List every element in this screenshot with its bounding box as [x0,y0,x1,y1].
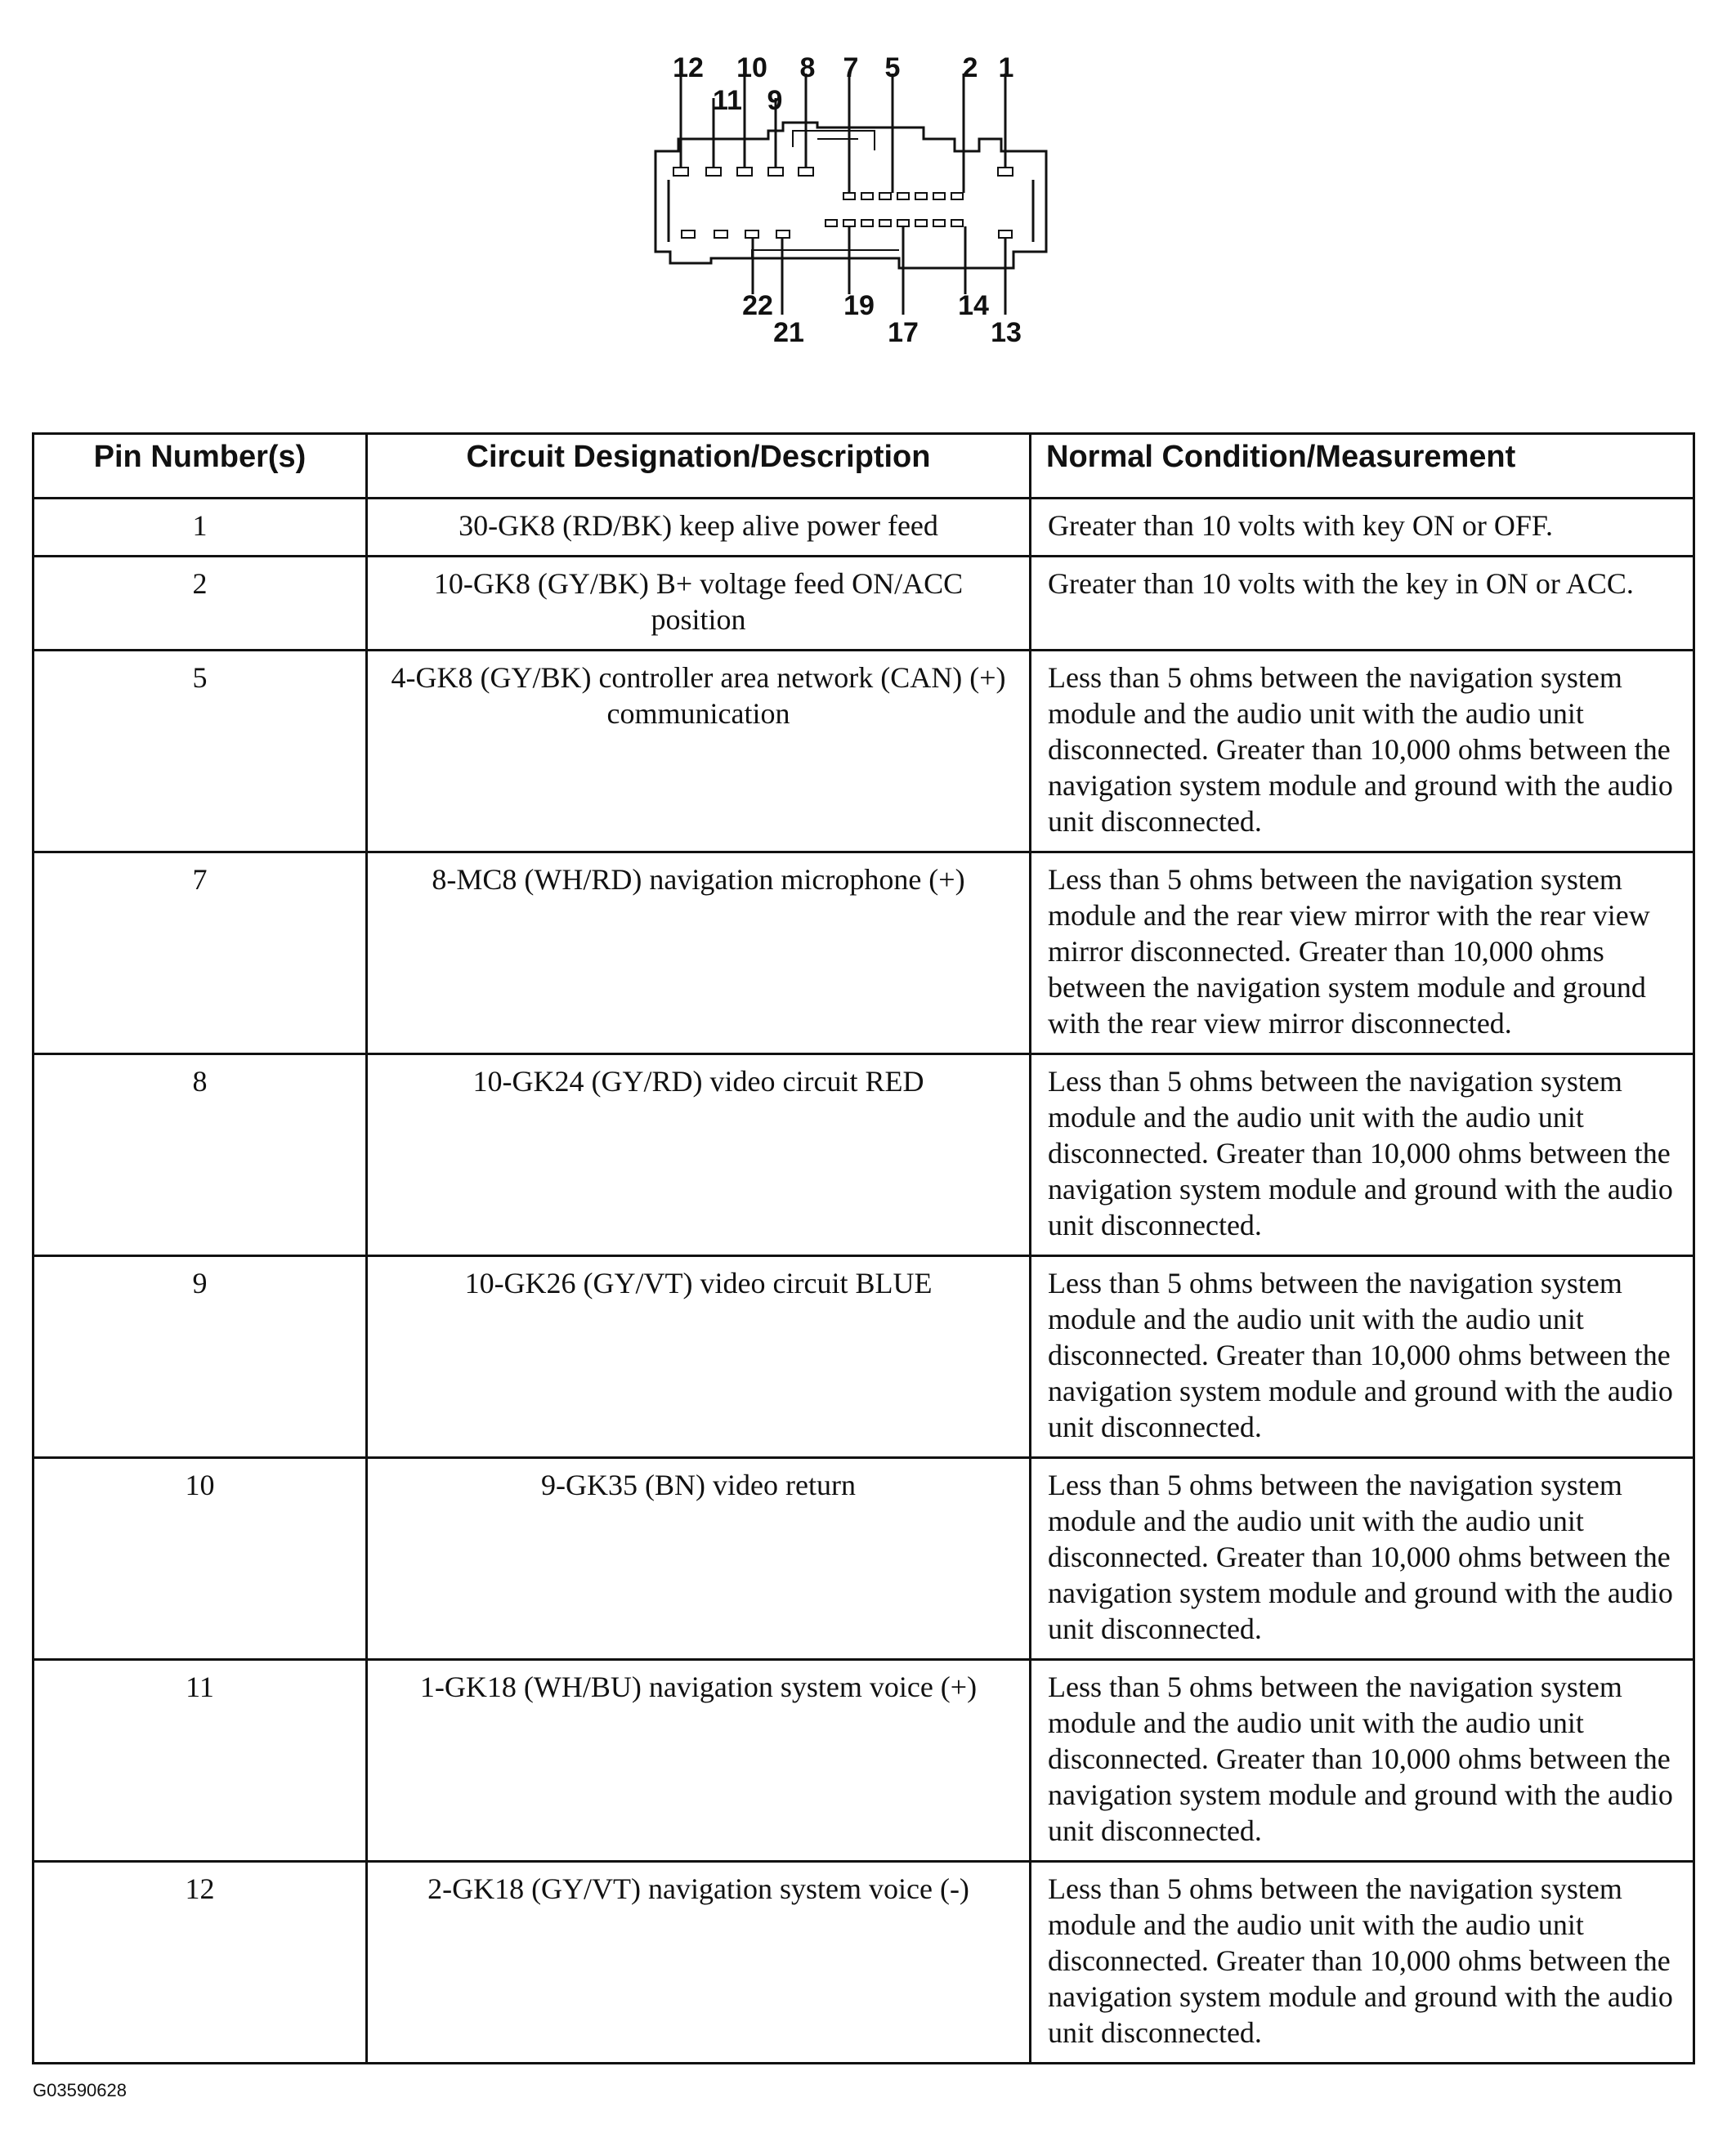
pin-label-14: 14 [958,290,989,321]
circuit-description: 9-GK35 (BN) video return [367,1458,1031,1660]
pin-label-21: 21 [773,317,804,348]
table-row [34,557,1694,651]
table-row [34,1256,1694,1458]
circuit-description: 10-GK26 (GY/VT) video circuit BLUE [367,1256,1031,1458]
pin-label-1: 1 [998,52,1014,83]
pin-label-7: 7 [843,52,859,83]
circuit-description: 8-MC8 (WH/RD) navigation microphone (+) [367,852,1031,1054]
pin-label-2: 2 [962,52,978,83]
pin-label-22: 22 [742,290,773,321]
table-row [34,499,1694,557]
table-row [34,1054,1694,1256]
pin-number: 2 [34,557,367,651]
table-row [34,1862,1694,2064]
pin-number: 10 [34,1458,367,1660]
pin-number: 8 [34,1054,367,1256]
normal-condition: Less than 5 ohms between the navigation system module and the audio unit with the audio unit disconnected. Greater than 10,000 ohms between the navigation system module and ground with the audio unit disconnected. [1031,651,1694,852]
circuit-description: 10-GK24 (GY/RD) video circuit RED [367,1054,1031,1256]
pin-number: 5 [34,651,367,852]
table-row [34,1660,1694,1862]
pin-number: 1 [34,499,367,557]
pin-label-12: 12 [673,52,704,83]
normal-condition: Less than 5 ohms between the navigation system module and the audio unit with the audio unit disconnected. Greater than 10,000 ohms between the navigation system module and ground with the audio unit disconnected. [1031,1458,1694,1660]
pin-number: 12 [34,1862,367,2064]
circuit-description: 2-GK18 (GY/VT) navigation system voice (-) [367,1862,1031,2064]
circuit-description: 10-GK8 (GY/BK) B+ voltage feed ON/ACC position [367,557,1031,651]
circuit-description: 4-GK8 (GY/BK) controller area network (CAN) (+) communication [367,651,1031,852]
normal-condition: Less than 5 ohms between the navigation system module and the audio unit with the audio unit disconnected. Greater than 10,000 ohms between the navigation system module and ground with the audio unit disconnected. [1031,1256,1694,1458]
pin-label-9: 9 [767,85,783,116]
pin-table [32,432,1695,2064]
normal-condition: Less than 5 ohms between the navigation system module and the rear view mirror with the rear view mirror disconnected. Greater than 10,000 ohms between the navigation system module and ground with the rear view mirror disconnected. [1031,852,1694,1054]
pin-label-19: 19 [843,290,875,321]
normal-condition: Less than 5 ohms between the navigation system module and the audio unit with the audio unit disconnected. Greater than 10,000 ohms between the navigation system module and ground with the audio unit disconnected. [1031,1054,1694,1256]
pin-label-13: 13 [991,317,1022,348]
header-circuit-designation: Circuit Designation/Description [367,434,1031,499]
pin-label-8: 8 [799,52,816,83]
table-header-row [34,434,1694,499]
pin-label-17: 17 [888,317,919,348]
table-row [34,1458,1694,1660]
circuit-description: 1-GK18 (WH/BU) navigation system voice (+) [367,1660,1031,1862]
table-row [34,852,1694,1054]
figure-id: G03590628 [33,2080,127,2100]
pin-number: 11 [34,1660,367,1862]
normal-condition: Less than 5 ohms between the navigation system module and the audio unit with the audio unit disconnected. Greater than 10,000 ohms between the navigation system module and ground with the audio unit disconnected. [1031,1660,1694,1862]
normal-condition: Greater than 10 volts with the key in ON or ACC. [1031,557,1694,651]
pin-label-10: 10 [736,52,767,83]
pin-label-11: 11 [713,85,742,116]
table-row [34,651,1694,852]
header-pin-numbers: Pin Number(s) [34,434,367,499]
header-normal-condition: Normal Condition/Measurement [1031,434,1694,499]
connector-diagram [629,49,1087,376]
normal-condition: Greater than 10 volts with key ON or OFF. [1031,499,1694,557]
pin-label-5: 5 [884,52,901,83]
pin-number: 7 [34,852,367,1054]
circuit-description: 30-GK8 (RD/BK) keep alive power feed [367,499,1031,557]
pin-number: 9 [34,1256,367,1458]
normal-condition: Less than 5 ohms between the navigation system module and the audio unit with the audio unit disconnected. Greater than 10,000 ohms between the navigation system module and ground with the audio unit disconnected. [1031,1862,1694,2064]
